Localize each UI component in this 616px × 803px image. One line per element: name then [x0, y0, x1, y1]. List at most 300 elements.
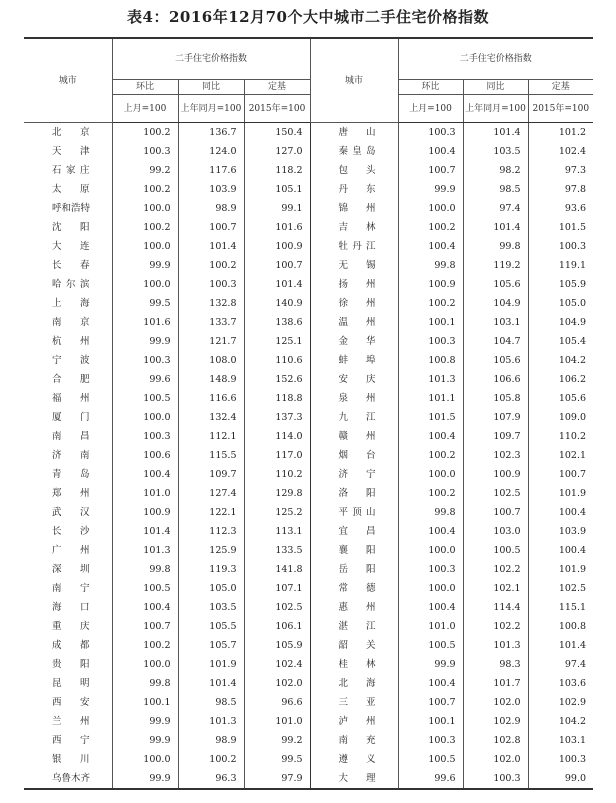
- table-row: [24, 484, 593, 503]
- base-value: 101.5: [528, 218, 593, 237]
- mom-value: 100.9: [398, 275, 463, 294]
- mom-value: 101.0: [112, 484, 178, 503]
- base-value: 100.7: [244, 256, 310, 275]
- mom-value: 100.0: [112, 408, 178, 427]
- city-name: 兰州: [52, 716, 90, 727]
- mom-value: 100.4: [398, 522, 463, 541]
- table-row: [24, 294, 593, 313]
- mom-base-right: 上月=100: [398, 95, 463, 123]
- city-name: 重庆: [52, 621, 90, 632]
- mom-value: 100.2: [112, 123, 178, 143]
- base-value: 101.6: [244, 218, 310, 237]
- city-name: 烟台: [310, 446, 398, 465]
- city-name: 长春: [52, 260, 90, 271]
- yoy-value: 101.4: [178, 674, 244, 693]
- mom-value: 100.5: [112, 389, 178, 408]
- mom-value: 100.2: [398, 484, 463, 503]
- table-row: [24, 731, 593, 750]
- yoy-value: 112.1: [178, 427, 244, 446]
- table-row: [24, 237, 593, 256]
- city-name: 洛阳: [310, 484, 398, 503]
- city-header-right: 城市: [310, 38, 398, 123]
- mom-value: 100.5: [398, 750, 463, 769]
- yoy-value: 136.7: [178, 123, 244, 143]
- mom-value: 101.3: [112, 541, 178, 560]
- yoy-value: 104.9: [463, 294, 528, 313]
- mom-value: 99.8: [398, 256, 463, 275]
- mom-value: 99.8: [112, 560, 178, 579]
- table-row: [24, 674, 593, 693]
- mom-value: 100.1: [398, 313, 463, 332]
- yoy-value: 103.5: [463, 142, 528, 161]
- mom-value: 100.2: [398, 446, 463, 465]
- city-name: 北京: [52, 127, 90, 138]
- table-row: [24, 332, 593, 351]
- mom-value: 100.0: [112, 199, 178, 218]
- mom-value: 100.3: [398, 123, 463, 143]
- city-name: 广州: [52, 545, 90, 556]
- yoy-value: 124.0: [178, 142, 244, 161]
- mom-value: 100.3: [112, 351, 178, 370]
- city-name: 深圳: [52, 564, 90, 575]
- price-index-table: [24, 37, 593, 790]
- city-name: 昆明: [52, 678, 90, 689]
- yoy-value: 102.5: [463, 484, 528, 503]
- table-row: [24, 142, 593, 161]
- city-name: 温州: [310, 313, 398, 332]
- base-value: 150.4: [244, 123, 310, 143]
- table-row: [24, 769, 593, 789]
- yoy-value: 105.5: [178, 617, 244, 636]
- city-name: 赣州: [310, 427, 398, 446]
- mom-value: 100.7: [112, 617, 178, 636]
- base-value: 102.4: [528, 142, 593, 161]
- base-value: 152.6: [244, 370, 310, 389]
- mom-value: 100.3: [398, 560, 463, 579]
- mom-header-right: 环比: [398, 80, 463, 95]
- city-name: 贵阳: [52, 659, 90, 670]
- base-value: 100.3: [528, 750, 593, 769]
- city-name: 宁波: [52, 355, 90, 366]
- mom-value: 100.6: [112, 446, 178, 465]
- mom-value: 99.8: [112, 674, 178, 693]
- base-value: 102.1: [528, 446, 593, 465]
- table-row: [24, 617, 593, 636]
- city-name: 乌鲁木齐: [24, 769, 112, 789]
- table-row: [24, 503, 593, 522]
- yoy-value: 122.1: [178, 503, 244, 522]
- mom-value: 100.0: [398, 541, 463, 560]
- base-value: 105.0: [528, 294, 593, 313]
- base-value: 104.2: [528, 351, 593, 370]
- base-value: 100.3: [528, 237, 593, 256]
- yoy-value: 96.3: [178, 769, 244, 789]
- mom-value: 99.9: [112, 332, 178, 351]
- yoy-value: 101.4: [178, 237, 244, 256]
- yoy-value: 121.7: [178, 332, 244, 351]
- mom-value: 100.9: [112, 503, 178, 522]
- city-name: 桂林: [310, 655, 398, 674]
- base-value: 102.9: [528, 693, 593, 712]
- city-name: 天津: [52, 146, 90, 157]
- yoy-value: 102.1: [463, 579, 528, 598]
- yoy-value: 105.6: [463, 351, 528, 370]
- city-name: 太原: [52, 184, 90, 195]
- yoy-value: 102.0: [463, 750, 528, 769]
- base-value: 118.8: [244, 389, 310, 408]
- mom-value: 100.3: [112, 427, 178, 446]
- mom-value: 99.5: [112, 294, 178, 313]
- city-name: 常德: [310, 579, 398, 598]
- yoy-value: 105.8: [463, 389, 528, 408]
- city-name: 牡丹江: [310, 237, 398, 256]
- base-value: 99.0: [528, 769, 593, 789]
- table-row: [24, 446, 593, 465]
- base-value: 102.4: [244, 655, 310, 674]
- table-row: [24, 712, 593, 731]
- table-row: [24, 199, 593, 218]
- yoy-value: 98.2: [463, 161, 528, 180]
- base-value: 102.5: [244, 598, 310, 617]
- yoy-value: 101.4: [463, 218, 528, 237]
- base-value: 103.6: [528, 674, 593, 693]
- base-value: 99.2: [244, 731, 310, 750]
- mom-value: 100.0: [112, 237, 178, 256]
- city-name: 九江: [310, 408, 398, 427]
- yoy-value: 148.9: [178, 370, 244, 389]
- table-row: [24, 750, 593, 769]
- mom-value: 100.4: [112, 465, 178, 484]
- mom-value: 99.9: [398, 180, 463, 199]
- base-value: 115.1: [528, 598, 593, 617]
- base-value: 110.2: [528, 427, 593, 446]
- yoy-value: 99.8: [463, 237, 528, 256]
- base-value: 110.2: [244, 465, 310, 484]
- mom-value: 99.8: [398, 503, 463, 522]
- yoy-value: 102.8: [463, 731, 528, 750]
- base-value: 105.9: [528, 275, 593, 294]
- mom-value: 100.1: [112, 693, 178, 712]
- city-name: 南充: [310, 731, 398, 750]
- index-group-header-right: 二手住宅价格指数: [398, 38, 593, 80]
- base-base-left: 2015年=100: [244, 95, 310, 123]
- base-value: 104.9: [528, 313, 593, 332]
- mom-base-left: 上月=100: [112, 95, 178, 123]
- yoy-value: 106.6: [463, 370, 528, 389]
- mom-value: 100.2: [112, 218, 178, 237]
- city-name: 襄阳: [310, 541, 398, 560]
- mom-value: 100.0: [398, 465, 463, 484]
- table-row: [24, 275, 593, 294]
- mom-value: 99.9: [112, 712, 178, 731]
- yoy-value: 102.9: [463, 712, 528, 731]
- yoy-value: 127.4: [178, 484, 244, 503]
- base-value: 141.8: [244, 560, 310, 579]
- table-row: [24, 579, 593, 598]
- city-name: 徐州: [310, 294, 398, 313]
- yoy-value: 116.6: [178, 389, 244, 408]
- table-row: [24, 655, 593, 674]
- city-name: 沈阳: [52, 222, 90, 233]
- yoy-value: 101.3: [178, 712, 244, 731]
- yoy-value: 132.8: [178, 294, 244, 313]
- city-name: 杭州: [52, 336, 90, 347]
- yoy-value: 98.3: [463, 655, 528, 674]
- base-value: 101.4: [528, 636, 593, 655]
- city-name: 泸州: [310, 712, 398, 731]
- base-value: 97.9: [244, 769, 310, 789]
- yoy-value: 104.7: [463, 332, 528, 351]
- table-row: [24, 218, 593, 237]
- base-value: 97.3: [528, 161, 593, 180]
- mom-value: 100.0: [398, 199, 463, 218]
- mom-value: 101.4: [112, 522, 178, 541]
- city-name: 济宁: [310, 465, 398, 484]
- mom-value: 100.8: [398, 351, 463, 370]
- table-row: [24, 636, 593, 655]
- base-value: 97.4: [528, 655, 593, 674]
- base-value: 99.5: [244, 750, 310, 769]
- mom-value: 100.4: [398, 142, 463, 161]
- yoy-value: 103.1: [463, 313, 528, 332]
- base-value: 102.5: [528, 579, 593, 598]
- city-name: 泉州: [310, 389, 398, 408]
- city-name: 南京: [52, 317, 90, 328]
- city-name: 平顶山: [310, 503, 398, 522]
- city-header-left: 城市: [24, 38, 112, 123]
- base-value: 105.1: [244, 180, 310, 199]
- mom-value: 100.7: [398, 161, 463, 180]
- mom-value: 100.4: [112, 598, 178, 617]
- base-value: 105.9: [244, 636, 310, 655]
- base-value: 106.2: [528, 370, 593, 389]
- city-name: 济南: [52, 450, 90, 461]
- yoy-value: 109.7: [178, 465, 244, 484]
- base-value: 101.9: [528, 560, 593, 579]
- yoy-value: 115.5: [178, 446, 244, 465]
- table-row: [24, 427, 593, 446]
- base-value: 109.0: [528, 408, 593, 427]
- mom-value: 101.1: [398, 389, 463, 408]
- city-name: 唐山: [310, 123, 398, 143]
- mom-value: 101.5: [398, 408, 463, 427]
- city-name: 南宁: [52, 583, 90, 594]
- mom-value: 100.4: [398, 598, 463, 617]
- base-value: 114.0: [244, 427, 310, 446]
- mom-value: 101.6: [112, 313, 178, 332]
- yoy-value: 102.2: [463, 617, 528, 636]
- table-title: 表4：2016年12月70个大中城市二手住宅价格指数: [127, 8, 489, 26]
- yoy-value: 119.3: [178, 560, 244, 579]
- base-value: 133.5: [244, 541, 310, 560]
- yoy-value: 114.4: [463, 598, 528, 617]
- yoy-value: 100.3: [463, 769, 528, 789]
- yoy-base-left: 上年同月=100: [178, 95, 244, 123]
- city-name: 吉林: [310, 218, 398, 237]
- base-value: 137.3: [244, 408, 310, 427]
- yoy-value: 102.2: [463, 560, 528, 579]
- base-value: 127.0: [244, 142, 310, 161]
- city-name: 大连: [52, 241, 90, 252]
- yoy-value: 100.7: [178, 218, 244, 237]
- mom-value: 100.1: [398, 712, 463, 731]
- mom-value: 100.4: [398, 237, 463, 256]
- table-row: [24, 256, 593, 275]
- base-value: 105.6: [528, 389, 593, 408]
- city-name: 扬州: [310, 275, 398, 294]
- base-value: 101.9: [528, 484, 593, 503]
- base-value: 119.1: [528, 256, 593, 275]
- city-name: 宜昌: [310, 522, 398, 541]
- city-name: 锦州: [310, 199, 398, 218]
- table-row: [24, 541, 593, 560]
- city-name: 长沙: [52, 526, 90, 537]
- yoy-value: 125.9: [178, 541, 244, 560]
- base-value: 100.9: [244, 237, 310, 256]
- yoy-value: 117.6: [178, 161, 244, 180]
- city-name: 惠州: [310, 598, 398, 617]
- base-value: 101.4: [244, 275, 310, 294]
- base-value: 103.9: [528, 522, 593, 541]
- base-value: 138.6: [244, 313, 310, 332]
- table-row: [24, 408, 593, 427]
- base-value: 140.9: [244, 294, 310, 313]
- base-value: 100.4: [528, 541, 593, 560]
- city-name: 银川: [52, 754, 90, 765]
- yoy-value: 100.5: [463, 541, 528, 560]
- table-row: [24, 370, 593, 389]
- yoy-value: 97.4: [463, 199, 528, 218]
- base-value: 125.2: [244, 503, 310, 522]
- mom-value: 99.2: [112, 161, 178, 180]
- table-row: [24, 389, 593, 408]
- table-row: [24, 123, 593, 143]
- base-value: 100.7: [528, 465, 593, 484]
- mom-value: 100.3: [398, 332, 463, 351]
- yoy-value: 102.3: [463, 446, 528, 465]
- mom-value: 101.3: [398, 370, 463, 389]
- mom-value: 99.9: [112, 731, 178, 750]
- base-value: 100.8: [528, 617, 593, 636]
- yoy-value: 98.5: [463, 180, 528, 199]
- yoy-value: 105.6: [463, 275, 528, 294]
- yoy-header-right: 同比: [463, 80, 528, 95]
- mom-value: 101.0: [398, 617, 463, 636]
- yoy-value: 100.9: [463, 465, 528, 484]
- city-name: 安庆: [310, 370, 398, 389]
- yoy-value: 103.9: [178, 180, 244, 199]
- yoy-value: 103.5: [178, 598, 244, 617]
- base-value: 118.2: [244, 161, 310, 180]
- base-value: 103.1: [528, 731, 593, 750]
- mom-header-left: 环比: [112, 80, 178, 95]
- yoy-value: 112.3: [178, 522, 244, 541]
- mom-value: 100.4: [398, 427, 463, 446]
- mom-value: 100.3: [398, 731, 463, 750]
- yoy-value: 109.7: [463, 427, 528, 446]
- city-name: 遵义: [310, 750, 398, 769]
- city-name: 石家庄: [52, 165, 90, 176]
- yoy-value: 101.7: [463, 674, 528, 693]
- mom-value: 99.6: [112, 370, 178, 389]
- city-name: 福州: [52, 393, 90, 404]
- table-row: [24, 522, 593, 541]
- city-name: 南昌: [52, 431, 90, 442]
- table-row: [24, 465, 593, 484]
- mom-value: 99.6: [398, 769, 463, 789]
- city-name: 包头: [310, 161, 398, 180]
- city-name: 韶关: [310, 636, 398, 655]
- city-name: 海口: [52, 602, 90, 613]
- base-value: 117.0: [244, 446, 310, 465]
- city-name: 呼和浩特: [52, 203, 91, 214]
- city-name: 上海: [52, 298, 90, 309]
- base-value: 104.2: [528, 712, 593, 731]
- base-value: 96.6: [244, 693, 310, 712]
- mom-value: 100.2: [398, 294, 463, 313]
- yoy-value: 101.9: [178, 655, 244, 674]
- city-name: 无锡: [310, 256, 398, 275]
- yoy-value: 100.3: [178, 275, 244, 294]
- yoy-value: 98.9: [178, 199, 244, 218]
- yoy-value: 100.2: [178, 750, 244, 769]
- yoy-value: 100.7: [463, 503, 528, 522]
- mom-value: 100.2: [398, 218, 463, 237]
- city-name: 武汉: [52, 507, 90, 518]
- city-name: 丹东: [310, 180, 398, 199]
- city-name: 大理: [310, 769, 398, 789]
- city-name: 成都: [52, 640, 90, 651]
- base-value: 102.0: [244, 674, 310, 693]
- index-group-header-left: 二手住宅价格指数: [112, 38, 310, 80]
- base-value: 105.4: [528, 332, 593, 351]
- yoy-value: 100.2: [178, 256, 244, 275]
- city-name: 合肥: [52, 374, 90, 385]
- base-value: 113.1: [244, 522, 310, 541]
- mom-value: 100.0: [112, 655, 178, 674]
- city-name: 西宁: [52, 735, 90, 746]
- yoy-value: 133.7: [178, 313, 244, 332]
- table-row: [24, 560, 593, 579]
- table-row: [24, 598, 593, 617]
- mom-value: 100.5: [112, 579, 178, 598]
- table-row: [24, 180, 593, 199]
- mom-value: 100.3: [112, 142, 178, 161]
- city-name: 金华: [310, 332, 398, 351]
- mom-value: 99.9: [112, 256, 178, 275]
- yoy-value: 101.3: [463, 636, 528, 655]
- yoy-value: 101.4: [463, 123, 528, 143]
- city-name: 湛江: [310, 617, 398, 636]
- mom-value: 100.7: [398, 693, 463, 712]
- base-value: 125.1: [244, 332, 310, 351]
- mom-value: 100.4: [398, 674, 463, 693]
- mom-value: 100.2: [112, 180, 178, 199]
- table-row: [24, 313, 593, 332]
- yoy-value: 98.9: [178, 731, 244, 750]
- yoy-base-right: 上年同月=100: [463, 95, 528, 123]
- base-header-right: 定基: [528, 80, 593, 95]
- base-header-left: 定基: [244, 80, 310, 95]
- city-name: 秦皇岛: [310, 142, 398, 161]
- city-name: 郑州: [52, 488, 90, 499]
- base-value: 101.2: [528, 123, 593, 143]
- table-row: [24, 351, 593, 370]
- yoy-value: 107.9: [463, 408, 528, 427]
- base-value: 97.8: [528, 180, 593, 199]
- city-name: 岳阳: [310, 560, 398, 579]
- city-name: 厦门: [52, 412, 90, 423]
